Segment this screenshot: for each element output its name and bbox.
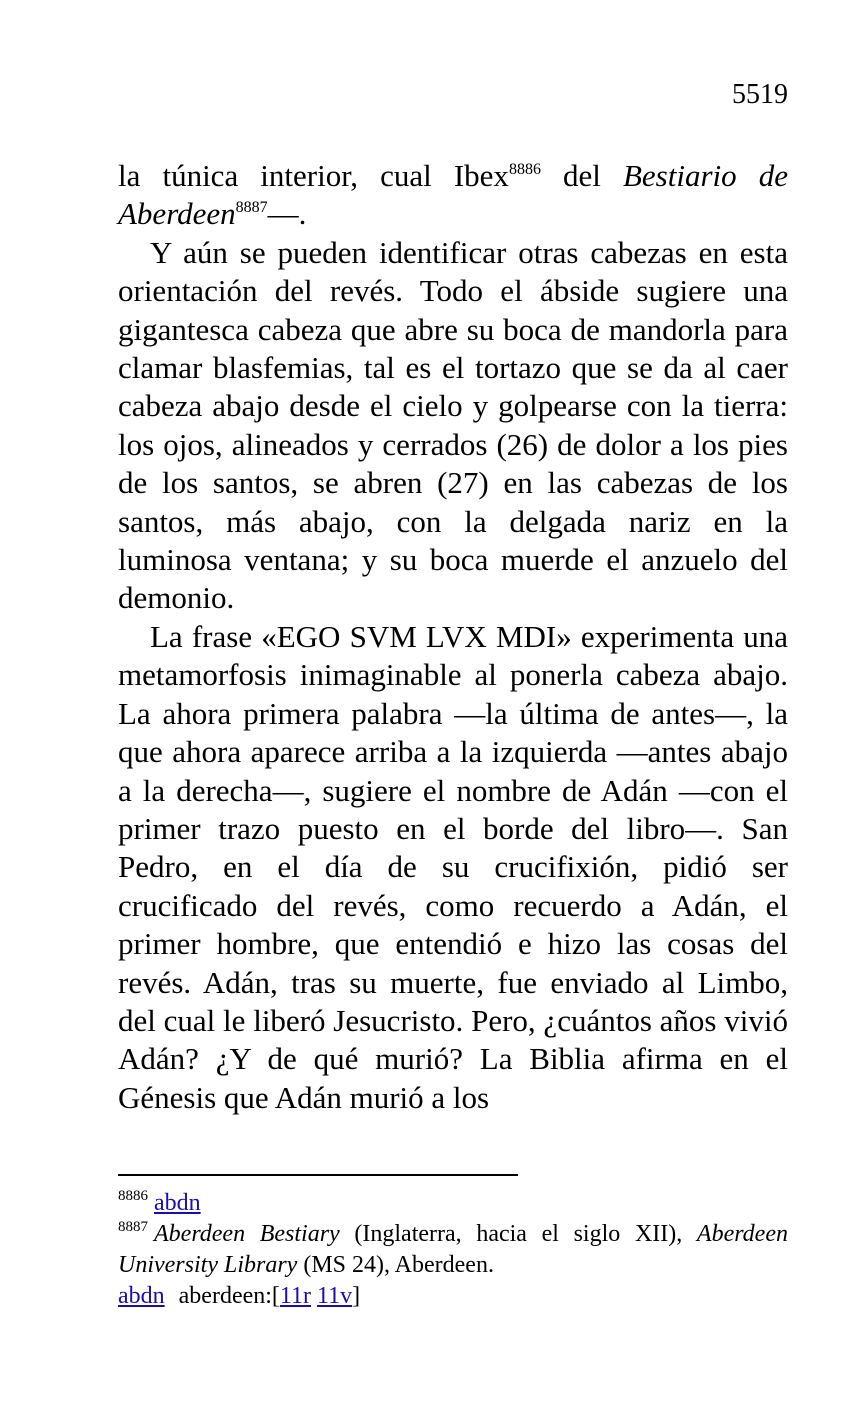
footnote-8887 bbox=[118, 1219, 788, 1281]
footnote-ref-8886: 8886 bbox=[508, 161, 541, 178]
text-segment: (Inglaterra, hacia el siglo XII), bbox=[339, 1221, 697, 1247]
italic-title: Bestiario de Aberdeen bbox=[118, 158, 788, 232]
footnote-links bbox=[118, 1281, 788, 1312]
text-segment: —. bbox=[267, 196, 307, 232]
page-number: 5519 bbox=[732, 79, 788, 110]
text-segment: (MS 24), Aberdeen. bbox=[297, 1252, 494, 1278]
paragraph-3: La frase «EGO SVM LVX MDI» experimenta una metamorfosis inimaginable al ponerla cabeza abajo. La ahora primera palabra —la última de antes—, la que ahora aparece arriba a la izquierda —antes abajo a la derecha—, sugiere el nombre de Adán —con el primer trazo puesto en el borde del libro—. San Pedro, en el día de su crucifixión, pidió ser crucificado del revés, como recuerdo a Adán, el primer hombre, que entendió e hizo las cosas del revés. Adán, tras su muerte, fue enviado al Limbo, del cual le liberó Jesucristo. Pero, ¿cuántos años vivió Adán? ¿Y de qué murió? La Biblia afirma en el Génesis que Adán murió a los bbox=[118, 618, 788, 1115]
footnotes bbox=[118, 1188, 788, 1312]
footnote-8886 bbox=[118, 1188, 788, 1219]
paragraph-1 bbox=[118, 157, 788, 234]
text-segment: del bbox=[540, 158, 623, 193]
body-text bbox=[118, 157, 788, 1117]
folio-11r-link[interactable]: 11r bbox=[279, 1283, 312, 1309]
italic-title: Aberdeen Bestiary bbox=[154, 1221, 340, 1247]
footnote-ref-8887: 8887 bbox=[235, 199, 268, 217]
paragraph-2: Y aún se pueden identificar otras cabezas en esta orientación del revés. Todo el ábside sugiere una gigantesca cabeza que abre su boca de mandorla para clamar blasfemias, tal es el tortazo que se da al caer cabeza abajo desde el cielo y golpearse con la tierra: los ojos, alineados y cerrados (26) de dolor a los pies de los santos, se abren (27) en las cabezas de los santos, más abajo, con la delgada nariz en la luminosa ventana; y su boca muerde el anzuelo del demonio. bbox=[118, 234, 788, 616]
abdn-link[interactable]: abdn bbox=[118, 1283, 165, 1309]
folio-11v-link[interactable]: 11v bbox=[317, 1283, 353, 1309]
footnote-divider bbox=[118, 1174, 518, 1176]
text-segment: la túnica interior, cual Ibex bbox=[118, 158, 509, 193]
text-segment: aberdeen:[ bbox=[178, 1283, 280, 1309]
text-segment: ] bbox=[352, 1283, 361, 1309]
footnote-number: 8886 bbox=[118, 1188, 148, 1204]
footnote-number: 8887 bbox=[118, 1219, 148, 1235]
italic-title: Aberdeen University Library bbox=[118, 1221, 788, 1278]
abdn-link[interactable]: abdn bbox=[154, 1190, 201, 1216]
